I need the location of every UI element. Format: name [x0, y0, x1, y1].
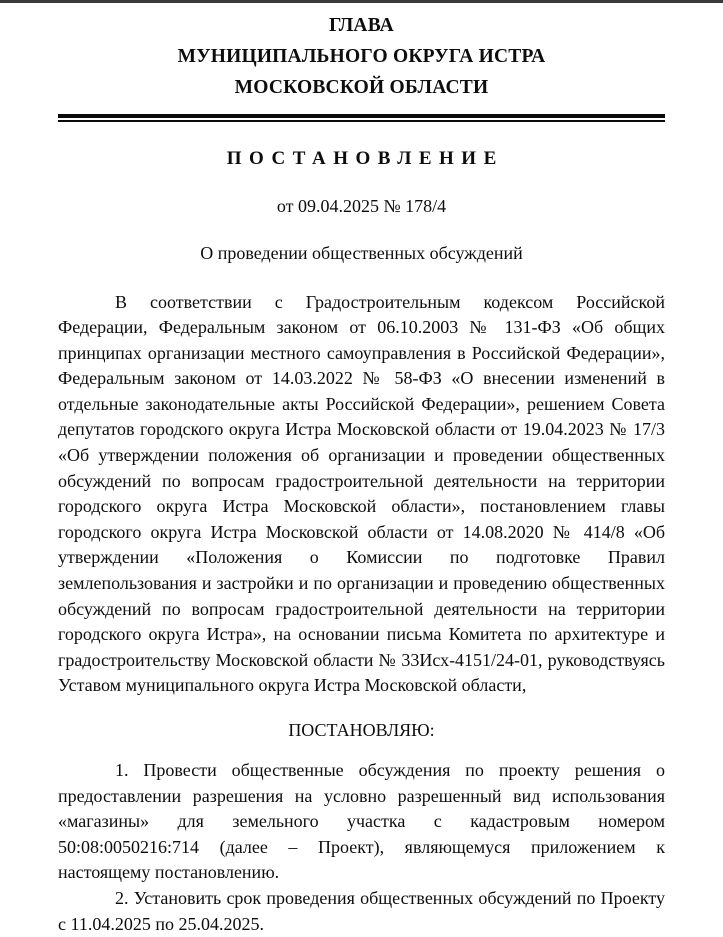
masthead-line-3: МОСКОВСКОЙ ОБЛАСТИ [234, 77, 489, 98]
document-type-title: ПОСТАНОВЛЕНИЕ [226, 147, 504, 169]
masthead [58, 0, 665, 103]
divider-thin-line [58, 120, 665, 122]
resolve-heading: ПОСТАНОВЛЯЮ: [288, 720, 435, 740]
document-subject: О проведении общественных обсуждений [200, 242, 523, 263]
masthead-line-1: ГЛАВА [329, 15, 394, 36]
masthead-line-2: МУНИЦИПАЛЬНОГО ОКРУГА ИСТРА [177, 46, 546, 67]
preamble-paragraph: В соответствии с Градостроительным кодексом Российской Федерации, Федеральным законом от 06.10.2003 № 131-ФЗ «Об общих принципах организации местного самоуправления в Российской Федерации», Федеральным законом от 14.03.2022 № 58-ФЗ «О внесении изменений в отдельные законодательные акты Российской Федерации», решением Совета депутатов городского округа Истра Московской области от 19.04.2023 № 17/3 «Об утверждении положения об организации и проведении общественных обсуждений по вопросам градостроительной деятельности на территории городского округа Истра Московской области», постановлением главы городского округа Истра Московской области от 14.08.2020 № 414/8 «Об утверждении «Положения о Комиссии по подготовке Правил землепользования и застройки и по организации и проведению общественных обсуждений по вопросам градостроительной деятельности на территории городского округа Истра», на основании письма Комитета по архитектуре и градостроительству Московской области № 33Исх-4151/24-01, руководствуясь Уставом муниципального округа Истра Московской области, [58, 291, 665, 696]
clause-item-1: 1. Провести общественные обсуждения по проекту решения о предоставлении разрешения на условно разрешенный вид использования «магазины» для земельного участка с кадастровым номером 50:08:0050216:714 (далее – Проект), являющемуся приложением к настоящему постановлению. [58, 760, 665, 883]
header-divider [58, 114, 665, 122]
document-date-number: от 09.04.2025 № 178/4 [276, 195, 447, 216]
clause-item-2: 2. Установить срок проведения общественных обсуждений по Проекту с 11.04.2025 по 25.04.2025. [58, 887, 665, 934]
document-content [58, 0, 665, 937]
